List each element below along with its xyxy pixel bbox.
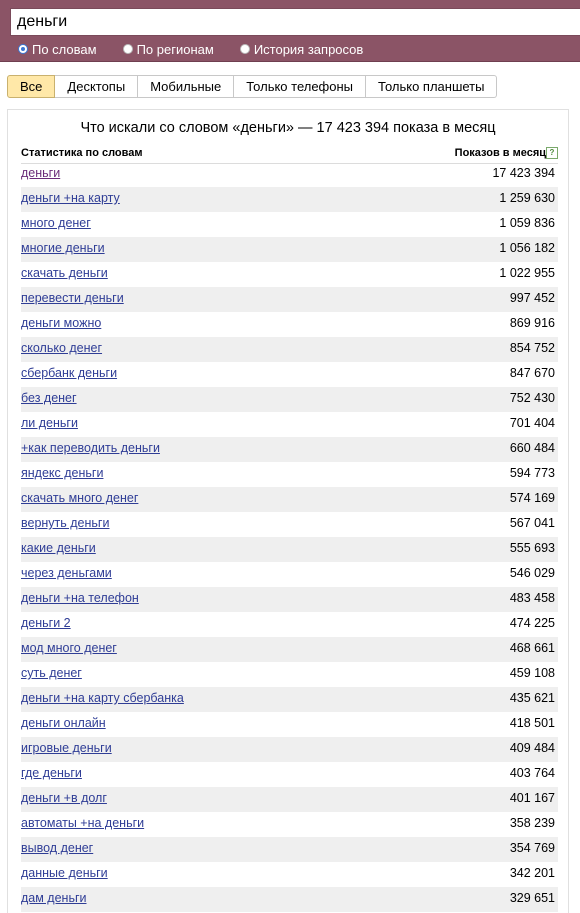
help-icon[interactable]: ? xyxy=(546,147,558,159)
keyword-link[interactable]: скачать деньги xyxy=(21,266,108,280)
impressions-count: 869 916 xyxy=(509,316,555,330)
keyword-link[interactable]: ли деньги xyxy=(21,416,78,430)
table-row xyxy=(21,537,558,562)
impressions-count: 1 059 836 xyxy=(499,216,555,230)
keyword-link[interactable]: игровые деньги xyxy=(21,741,112,755)
table-row xyxy=(21,262,558,287)
mode-radio-by-words[interactable] xyxy=(18,40,97,58)
keyword-link[interactable]: через деньгами xyxy=(21,566,112,580)
table-row xyxy=(21,512,558,537)
stats-rows xyxy=(21,162,558,912)
mode-radio-by-regions[interactable] xyxy=(123,40,214,58)
impressions-count: 997 452 xyxy=(509,291,555,305)
keyword-link[interactable]: какие деньги xyxy=(21,541,96,555)
table-row xyxy=(21,462,558,487)
keyword-link[interactable]: много денег xyxy=(21,216,91,230)
table-row xyxy=(21,487,558,512)
column-header-phrases: Статистика по словам xyxy=(21,147,143,159)
table-row xyxy=(21,287,558,312)
table-row xyxy=(21,687,558,712)
keyword-link[interactable]: деньги +в долг xyxy=(21,791,107,805)
radio-icon xyxy=(18,44,28,54)
table-row xyxy=(21,337,558,362)
impressions-count: 358 239 xyxy=(509,816,555,830)
tab-desktops[interactable]: Десктопы xyxy=(55,75,138,98)
impressions-count: 1 259 630 xyxy=(499,191,555,205)
keyword-link[interactable]: дам деньги xyxy=(21,891,87,905)
impressions-count: 468 661 xyxy=(509,641,555,655)
keyword-link[interactable]: +как переводить деньги xyxy=(21,441,160,455)
impressions-count: 17 423 394 xyxy=(492,166,555,180)
table-row xyxy=(21,212,558,237)
keyword-link[interactable]: яндекс деньги xyxy=(21,466,104,480)
table-row xyxy=(21,387,558,412)
table-row xyxy=(21,637,558,662)
mode-radio-group xyxy=(18,40,389,58)
table-row xyxy=(21,787,558,812)
mode-label: История запросов xyxy=(253,41,364,57)
impressions-count: 701 404 xyxy=(509,416,555,430)
search-input[interactable] xyxy=(10,8,580,36)
keyword-link[interactable]: автоматы +на деньги xyxy=(21,816,145,830)
mode-radio-history[interactable] xyxy=(240,40,364,58)
impressions-count: 354 769 xyxy=(509,841,555,855)
keyword-link[interactable]: деньги онлайн xyxy=(21,716,106,730)
impressions-count: 329 651 xyxy=(509,891,555,905)
keyword-link[interactable]: скачать много денег xyxy=(21,491,139,505)
table-row xyxy=(21,887,558,912)
impressions-count: 1 022 955 xyxy=(499,266,555,280)
table-row xyxy=(21,762,558,787)
keyword-link[interactable]: деньги можно xyxy=(21,316,102,330)
tab-mobile[interactable]: Мобильные xyxy=(138,75,234,98)
impressions-count: 401 167 xyxy=(509,791,555,805)
keyword-link[interactable]: суть денег xyxy=(21,666,82,680)
tab-phones-only[interactable]: Только телефоны xyxy=(234,75,366,98)
table-row xyxy=(21,837,558,862)
impressions-count: 574 169 xyxy=(509,491,555,505)
table-row xyxy=(21,562,558,587)
table-row xyxy=(21,187,558,212)
table-row xyxy=(21,362,558,387)
word-stats-panel xyxy=(7,109,569,913)
keyword-link[interactable]: мод много денег xyxy=(21,641,117,655)
table-row xyxy=(21,612,558,637)
mode-label: По словам xyxy=(32,41,97,57)
keyword-link[interactable]: где деньги xyxy=(21,766,82,780)
impressions-count: 409 484 xyxy=(509,741,555,755)
table-row xyxy=(21,737,558,762)
table-row xyxy=(21,162,558,187)
table-row xyxy=(21,312,558,337)
table-row xyxy=(21,587,558,612)
table-row xyxy=(21,662,558,687)
impressions-count: 483 458 xyxy=(509,591,555,605)
keyword-link[interactable]: вернуть деньги xyxy=(21,516,110,530)
keyword-link[interactable]: без денег xyxy=(21,391,77,405)
keyword-link[interactable]: деньги xyxy=(21,166,61,180)
table-row xyxy=(21,437,558,462)
impressions-count: 459 108 xyxy=(509,666,555,680)
impressions-count: 474 225 xyxy=(509,616,555,630)
impressions-count: 403 764 xyxy=(509,766,555,780)
radio-icon xyxy=(123,44,133,54)
impressions-count: 660 484 xyxy=(509,441,555,455)
table-row xyxy=(21,862,558,887)
impressions-count: 418 501 xyxy=(509,716,555,730)
keyword-link[interactable]: деньги +на карту сбербанка xyxy=(21,691,184,705)
keyword-link[interactable]: перевести деньги xyxy=(21,291,124,305)
table-row xyxy=(21,412,558,437)
table-row xyxy=(21,237,558,262)
device-tabs xyxy=(7,75,497,98)
table-row xyxy=(21,812,558,837)
panel-title: Что искали со словом «деньги» — 17 423 394 показа в месяц xyxy=(80,120,496,136)
keyword-link[interactable]: данные деньги xyxy=(21,866,108,880)
impressions-count: 435 621 xyxy=(509,691,555,705)
impressions-count: 847 670 xyxy=(509,366,555,380)
impressions-count: 1 056 182 xyxy=(499,241,555,255)
keyword-link[interactable]: деньги 2 xyxy=(21,616,71,630)
impressions-count: 555 693 xyxy=(509,541,555,555)
impressions-count: 854 752 xyxy=(509,341,555,355)
keyword-link[interactable]: многие деньги xyxy=(21,241,105,255)
table-row xyxy=(21,712,558,737)
tab-tablets-only[interactable]: Только планшеты xyxy=(366,75,497,98)
keyword-link[interactable]: сбербанк деньги xyxy=(21,366,118,380)
keyword-link[interactable]: деньги +на телефон xyxy=(21,591,139,605)
keyword-link[interactable]: сколько денег xyxy=(21,341,103,355)
impressions-count: 567 041 xyxy=(509,516,555,530)
tab-all[interactable]: Все xyxy=(7,75,55,98)
keyword-link[interactable]: вывод денег xyxy=(21,841,94,855)
keyword-link[interactable]: деньги +на карту xyxy=(21,191,120,205)
mode-label: По регионам xyxy=(136,41,214,57)
radio-icon xyxy=(240,44,250,54)
search-header xyxy=(0,0,580,62)
impressions-count: 546 029 xyxy=(509,566,555,580)
column-header-impressions: Показов в месяц xyxy=(454,147,546,159)
impressions-count: 342 201 xyxy=(509,866,555,880)
impressions-count: 752 430 xyxy=(509,391,555,405)
impressions-count: 594 773 xyxy=(509,466,555,480)
